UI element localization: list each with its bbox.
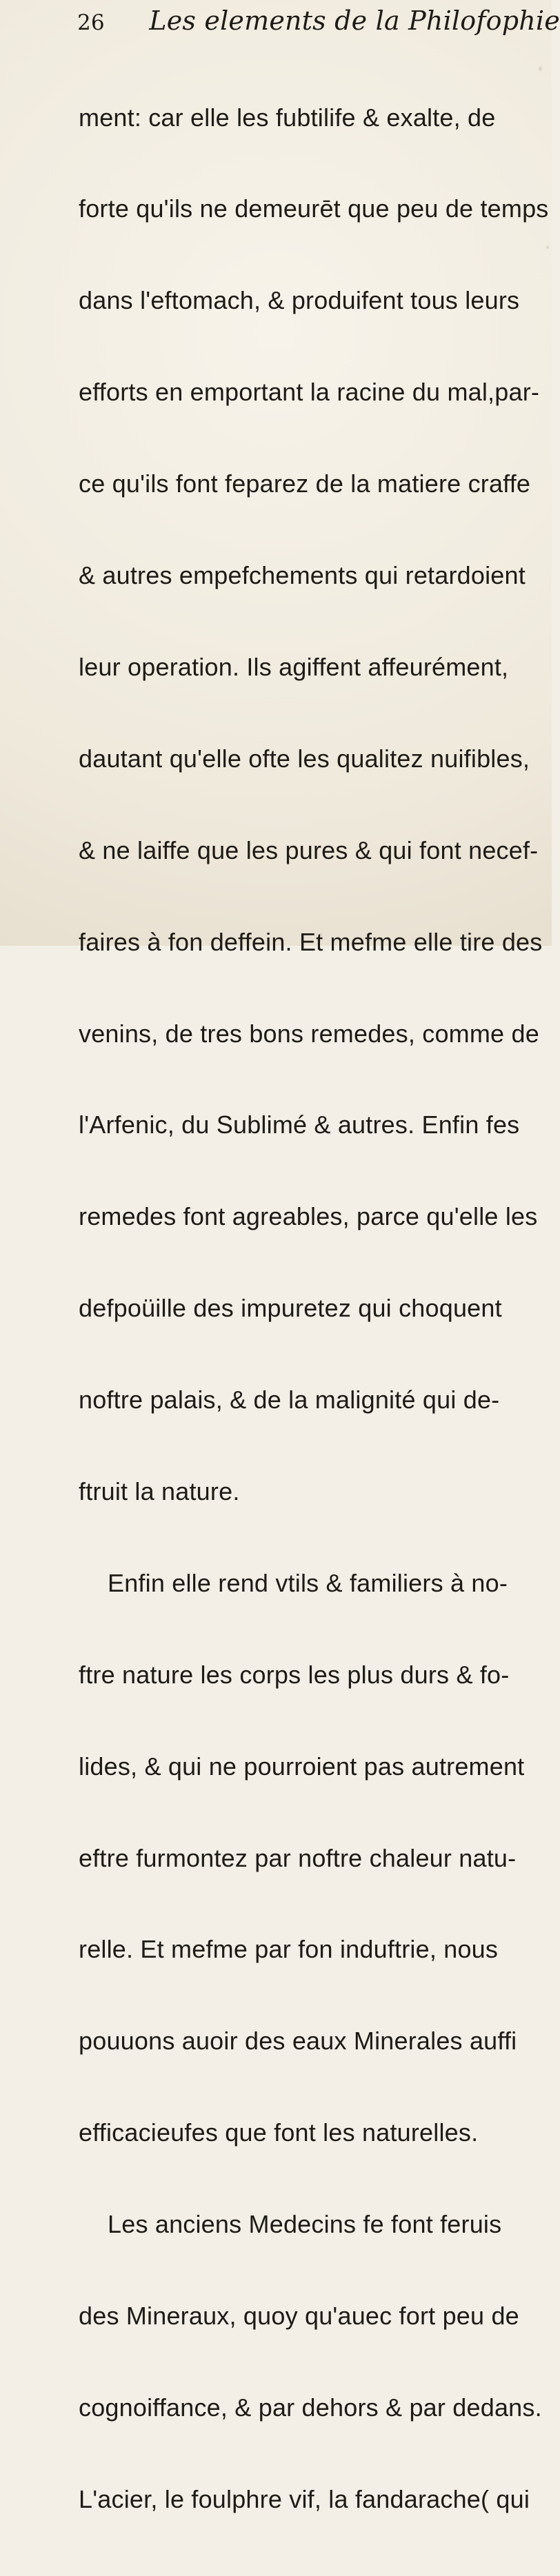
text-line: efficacieufes que font les naturelles. [79, 2118, 479, 2147]
text-line: eftre furmontez par noftre chaleur natu- [79, 1843, 517, 1872]
text-line: lides, & qui ne pourroient pas autrement [79, 1752, 525, 1781]
text-line: dautant qu'elle ofte les qualitez nuifibles, [79, 744, 530, 773]
text-line: l'Arfenic, du Sublimé & autres. Enfin fes [79, 1110, 520, 1139]
text-line: ftre nature les corps les plus durs & fo- [79, 1660, 510, 1689]
text-line: leur operation. Ils agiffent affeurément, [79, 652, 509, 681]
text-line: & autres empefchements qui retardoient [79, 561, 526, 590]
text-line: & ne laiffe que les pures & qui font necef- [79, 835, 539, 864]
paragraph-start-line: Les anciens Medecins fe font feruis [108, 2210, 502, 2239]
text-line: faires à fon deffein. Et mefme elle tire des [79, 927, 543, 956]
page-number: 26 [77, 10, 105, 35]
text-line: ftruit la nature. [79, 1477, 240, 1505]
paragraph-start-line: Enfin elle rend vtils & familiers à no- [108, 1568, 508, 1597]
text-line: des Mineraux, quoy qu'auec fort peu de [79, 2301, 519, 2330]
body-text [79, 41, 549, 2576]
running-header [77, 3, 560, 39]
text-line: noftre palais, & de la malignité qui de- [79, 1386, 500, 1414]
paper-spot [546, 245, 549, 249]
text-line: ce qu'ils font feparez de la matiere craffe [79, 469, 531, 498]
text-line: efforts en emportant la racine du mal,par- [79, 378, 540, 407]
paper-spot [539, 66, 542, 71]
running-title: Les elements de la Philofophie [149, 6, 560, 36]
text-line: defpoüille des impuretez qui choquent [79, 1294, 502, 1323]
text-line: forte qu'ils ne demeurēt que peu de temps [79, 194, 549, 223]
text-line: pouuons auoir des eaux Minerales auffi [79, 2027, 517, 2056]
text-line: ment: car elle les fubtilife & exalte, de [79, 103, 496, 132]
text-line: L'acier, le foulphre vif, la fandarache( qui [79, 2484, 530, 2513]
text-line: relle. Et mefme par fon induftrie, nous [79, 1935, 499, 1964]
text-line: cognoiffance, & par dehors & par dedans. [79, 2393, 542, 2422]
text-line: remedes font agreables, parce qu'elle les [79, 1202, 538, 1231]
text-line: dans l'eftomach, & produifent tous leurs [79, 286, 520, 315]
text-line: venins, de tres bons remedes, comme de [79, 1019, 539, 1048]
